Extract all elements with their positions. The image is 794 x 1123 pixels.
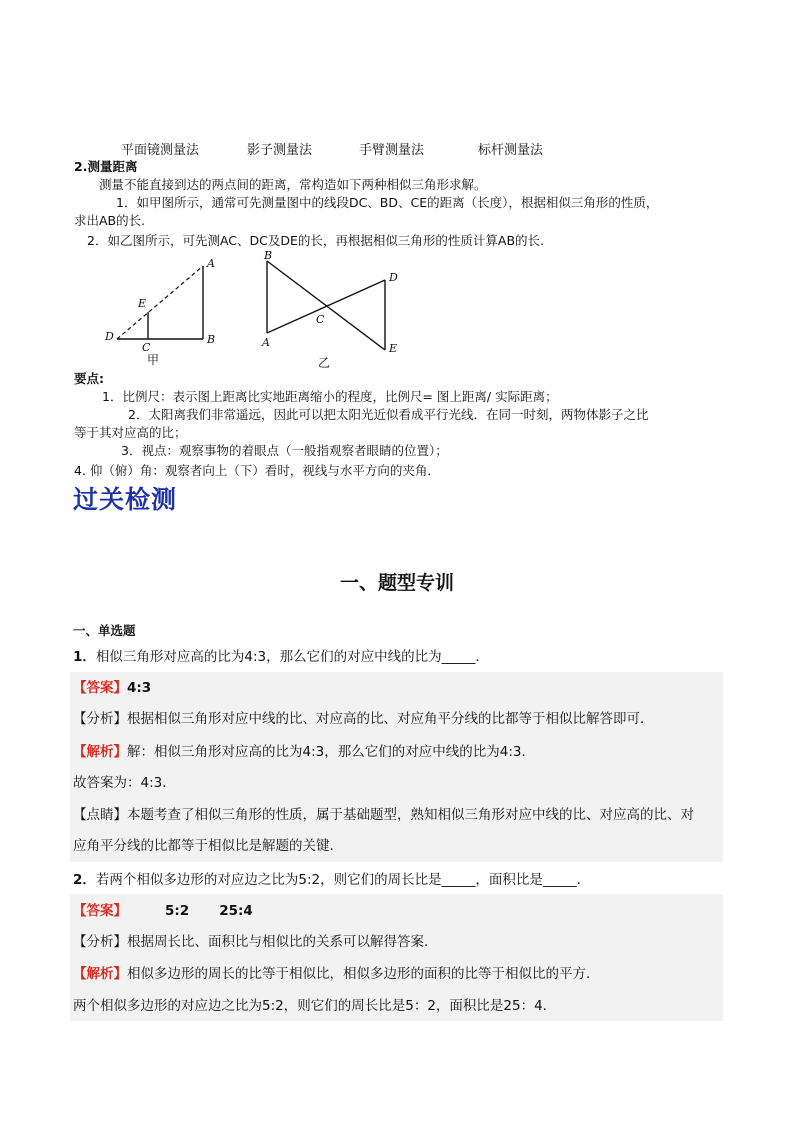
q2-detail: 两个相似多边形的对应边之比为5:2，则它们的周长比是5：2，面积比是25：4． bbox=[73, 998, 557, 1014]
yi-label-a: A bbox=[262, 336, 270, 349]
q2-answer-2: 25:4 bbox=[219, 903, 253, 919]
q1-number: 1． bbox=[73, 649, 96, 665]
yi-caption: 乙 bbox=[318, 356, 331, 370]
q2-analysis-line bbox=[73, 932, 438, 952]
q2-solution: 相似多边形的周长的比等于相似比，相似多边形的面积的比等于相似比的平方． bbox=[127, 966, 600, 982]
keypoint-2a: 2．太阳离我们非常遥远，因此可以把太阳光近似看成平行光线．在同一时刻，两物体影子之比 bbox=[128, 407, 649, 422]
q2-solution-tag: 【解析】 bbox=[73, 966, 127, 982]
yi-label-e: E bbox=[389, 342, 398, 355]
part-title: 一、题型专训 bbox=[339, 572, 454, 594]
method-arm: 手臂测量法 bbox=[359, 143, 425, 158]
jia-label-c: C bbox=[142, 341, 151, 354]
measure-p2: 2．如乙图所示，可先测AC、DC及DE的长，再根据相似三角形的性质计算AB的长. bbox=[87, 233, 544, 248]
q1-solution-tag: 【解析】 bbox=[73, 744, 127, 760]
q2-solution-line bbox=[73, 964, 600, 984]
q2-text: 若两个相似多边形的对应边之比为5:2，则它们的周长比是_____，面积比是_____． bbox=[95, 872, 591, 888]
q2-analysis-tag: 【分析】 bbox=[73, 934, 127, 950]
jia-label-e: E bbox=[138, 297, 147, 310]
q1-solution-line bbox=[73, 742, 535, 762]
q1-conclusion: 故答案为：4:3． bbox=[73, 775, 176, 791]
q1-text: 相似三角形对应高的比为4:3，那么它们的对应中线的比为_____． bbox=[95, 649, 489, 665]
q1-analysis: 根据相似三角形对应中线的比、对应高的比、对应角平分线的比都等于相似比解答即可． bbox=[127, 711, 654, 727]
yi-label-c: C bbox=[316, 313, 325, 326]
q2-number: 2． bbox=[73, 872, 96, 888]
q1-answer-tag: 【答案】 bbox=[73, 680, 127, 696]
keypoint-3: 3．视点：观察事物的着眼点（一般指观察者眼睛的位置）； bbox=[121, 443, 448, 458]
method-mirror: 平面镜测量法 bbox=[121, 143, 200, 158]
q1-comment-line bbox=[73, 805, 694, 825]
q1-stem bbox=[73, 647, 489, 667]
yi-label-d: D bbox=[389, 271, 398, 284]
keypoints-heading: 要点: bbox=[74, 371, 104, 386]
keypoint-4: 4. 仰（俯）角：观察者向上（下）看时，视线与水平方向的夹角． bbox=[74, 463, 440, 478]
q1-answer: 4:3 bbox=[127, 680, 152, 696]
keypoint-1: 1．比例尺：表示图上距离比实地距离缩小的程度，比例尺= 图上距离/ 实际距离； bbox=[102, 389, 558, 404]
q1-comment-tag: 【点睛】 bbox=[73, 807, 127, 823]
q2-answer-1: 5:2 bbox=[165, 903, 190, 919]
yi-line-ad bbox=[267, 280, 385, 333]
jia-label-b: B bbox=[207, 333, 216, 346]
jia-sightline bbox=[117, 266, 203, 339]
jia-label-d: D bbox=[105, 330, 114, 343]
measure-intro: 测量不能直接到达的两点间的距离，常构造如下两种相似三角形求解。 bbox=[99, 177, 487, 192]
section-title: 过关检测 bbox=[73, 485, 178, 514]
q1-analysis-tag: 【分析】 bbox=[73, 711, 127, 727]
yi-line-be bbox=[267, 261, 385, 350]
measure-heading: 2.测量距离 bbox=[74, 159, 138, 174]
figure-yi bbox=[255, 247, 415, 372]
q1-comment-b: 应角平分线的比都等于相似比是解题的关键． bbox=[73, 838, 343, 854]
figure-jia bbox=[100, 250, 230, 368]
q1-solution-box bbox=[70, 672, 723, 862]
q1-solution: 解：相似三角形对应高的比为4:3，那么它们的对应中线的比为4:3． bbox=[127, 744, 535, 760]
keypoint-2b: 等于其对应高的比； bbox=[74, 425, 187, 440]
yi-label-b: B bbox=[264, 249, 273, 262]
q2-stem bbox=[73, 870, 590, 890]
measure-p1a: 1．如甲图所示，通常可先测量图中的线段DC、BD、CE的距离（长度），根据相似三角形的性质， bbox=[116, 195, 659, 210]
q1-answer-line bbox=[73, 678, 151, 698]
q2-answer-line bbox=[73, 901, 253, 921]
q1-analysis-line bbox=[73, 709, 654, 729]
jia-label-a: A bbox=[207, 257, 215, 270]
subsection-title: 一、单选题 bbox=[73, 623, 136, 638]
method-pole: 标杆测量法 bbox=[478, 143, 544, 158]
jia-caption: 甲 bbox=[147, 353, 160, 367]
q1-comment-a: 本题考查了相似三角形的性质，属于基础题型，熟知相似三角形对应中线的比、对应高的比、对 bbox=[127, 807, 694, 823]
method-shadow: 影子测量法 bbox=[247, 143, 313, 158]
measure-p1b: 求出AB的长. bbox=[74, 213, 146, 228]
q2-answer-tag: 【答案】 bbox=[73, 903, 127, 919]
q2-analysis: 根据周长比、面积比与相似比的关系可以解得答案． bbox=[127, 934, 438, 950]
